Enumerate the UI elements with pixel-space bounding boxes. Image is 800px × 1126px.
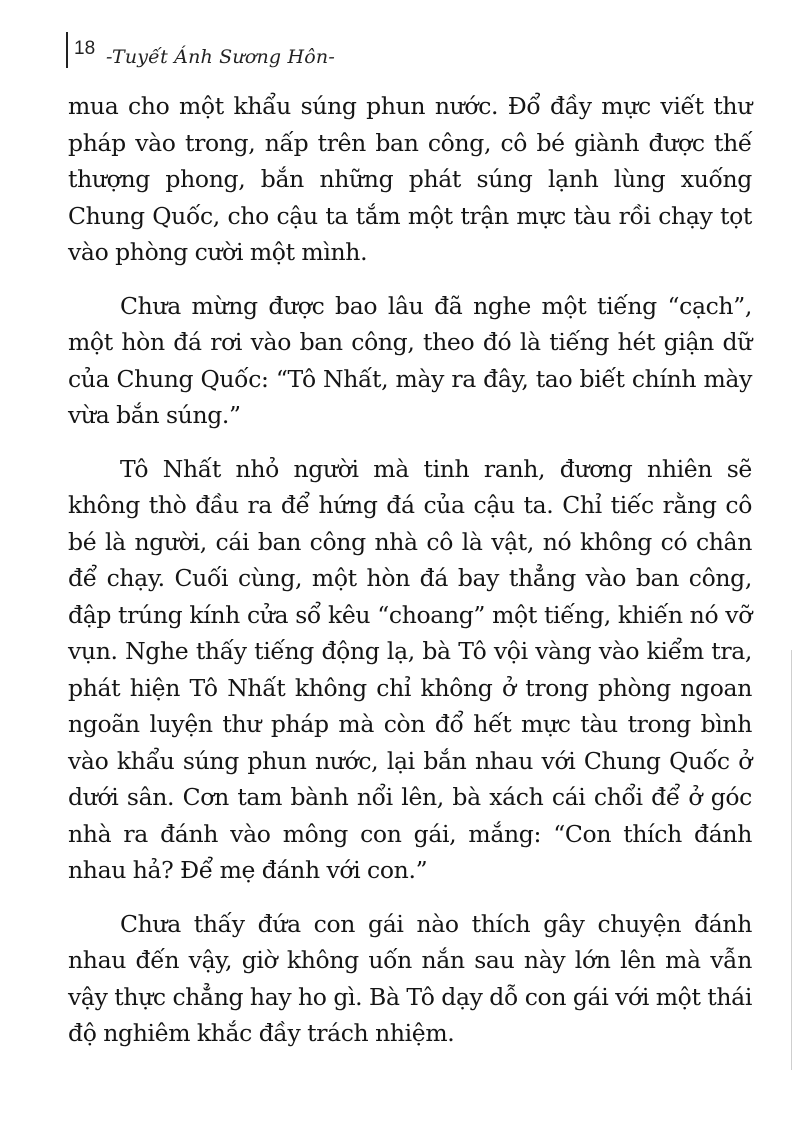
running-title: -Tuyết Ánh Sương Hôn- (106, 46, 335, 68)
header-rule (66, 32, 68, 68)
paragraph-4: Chưa thấy đứa con gái nào thích gây chuyện đánh nhau đến vậy, giờ không uốn nắn sau này lớn lên mà vẫn vậy thực chẳng hay ho gì. Bà Tô dạy dỗ con gái với một thái độ nghiêm khắc đầy trách nhiệm. (68, 909, 752, 1047)
paragraph-2: Chưa mừng được bao lâu đã nghe một tiếng “cạch”, một hòn đá rơi vào ban công, theo đó là tiếng hét giận dữ của Chung Quốc: “Tô Nhất, mày ra đây, tao biết chính mày vừa bắn súng.” (68, 291, 752, 429)
paragraph-3: Tô Nhất nhỏ người mà tinh ranh, đương nhiên sẽ không thò đầu ra để hứng đá của cậu ta. Chỉ tiếc rằng cô bé là người, cái ban công nhà cô là vật, nó không có chân để chạy. Cuối cùng, một hòn đá bay thẳng vào ban công, đập trúng kính cửa sổ kêu “choang” một tiếng, khiến nó vỡ vụn. Nghe thấy tiếng động lạ, bà Tô vội vàng vào kiểm tra, phát hiện Tô Nhất không chỉ không ở trong phòng ngoan ngoãn luyện thư pháp mà còn đổ hết mực tàu trong bình vào khẩu súng phun nước, lại bắn nhau với Chung Quốc ở dưới sân. Cơn tam bành nổi lên, bà xách cái chổi để ở góc nhà ra đánh vào mông con gái, mắng: “Con thích đánh nhau hả? Để mẹ đánh với con.” (68, 454, 752, 884)
paragraph-1: mua cho một khẩu súng phun nước. Đổ đầy mực viết thư pháp vào trong, nấp trên ban công, cô bé giành được thế thượng phong, bắn những phát súng lạnh lùng xuống Chung Quốc, cho cậu ta tắm một trận mực tàu rồi chạy tọt vào phòng cười một mình. (68, 92, 752, 266)
page-number: 18 (74, 38, 96, 59)
page-edge-line (791, 650, 792, 1070)
body-text (68, 88, 752, 1069)
